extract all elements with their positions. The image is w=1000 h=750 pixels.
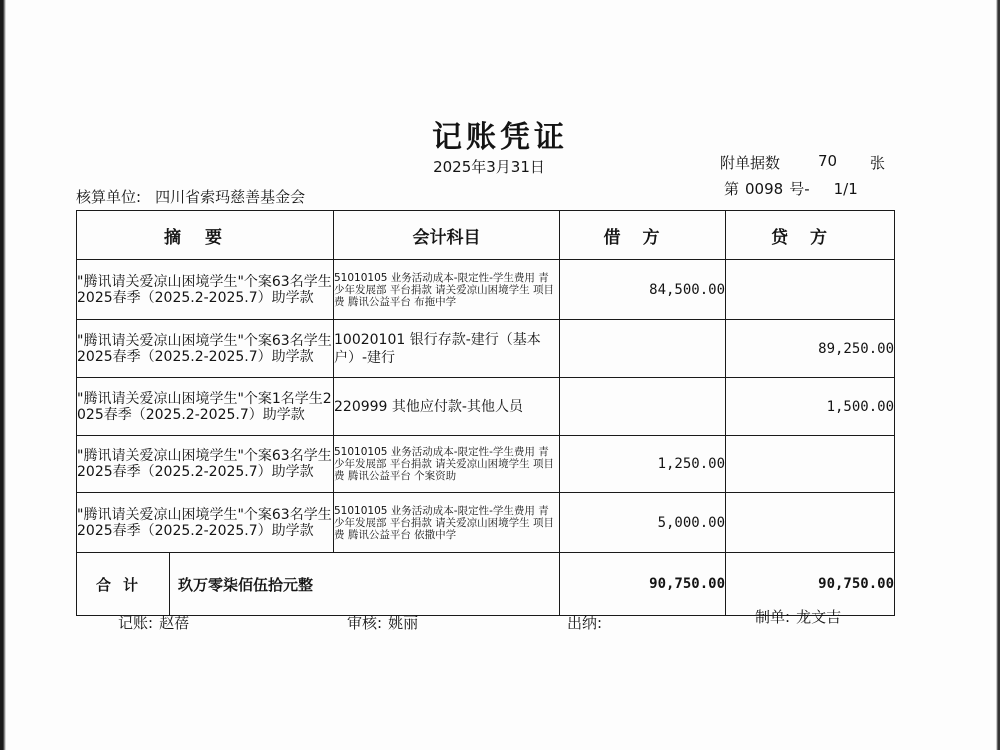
row-account: 51010105 业务活动成本-限定性-学生费用 青少年发展部 平台捐款 请关爱凉山困境学生 项目费 腾讯公益平台 布拖中学: [334, 260, 560, 320]
preparer-label: 制单:: [755, 608, 791, 626]
header-credit: 贷方: [726, 211, 895, 260]
bookkeeper-name: 赵蓓: [159, 614, 190, 632]
total-label: 合计: [77, 553, 170, 615]
cashier-signature: [567, 612, 608, 633]
row-debit: 5,000.00: [560, 493, 726, 553]
cashier-label: 出纳:: [567, 614, 603, 632]
row-summary: "腾讯请关爱凉山困境学生"个案63名学生2025春季（2025.2-2025.7）助学款: [77, 436, 334, 493]
accounting-unit: [76, 186, 305, 207]
row-summary: "腾讯请关爱凉山困境学生"个案1名学生2025春季（2025.2-2025.7）助学款: [77, 378, 334, 436]
preparer-signature: [755, 606, 841, 627]
table-row: [77, 493, 895, 553]
total-credit: 90,750.00: [726, 553, 895, 616]
reviewer-signature: [347, 612, 418, 633]
total-debit: 90,750.00: [560, 553, 726, 616]
row-account: 10020101 银行存款-建行（基本户）-建行: [334, 320, 560, 378]
row-credit: [726, 436, 895, 493]
attachments-number: 70: [818, 152, 838, 170]
accounting-unit-label: 核算单位:: [76, 188, 142, 206]
row-summary: "腾讯请关爱凉山困境学生"个案63名学生2025春季（2025.2-2025.7）助学款: [77, 320, 334, 378]
row-credit: 89,250.00: [726, 320, 895, 378]
voucher-title: 记账凭证: [432, 120, 568, 155]
reviewer-name: 姚丽: [388, 614, 419, 632]
attachments-count: [720, 152, 886, 173]
row-credit: [726, 260, 895, 320]
voucher-number: [724, 178, 864, 199]
reviewer-label: 审核:: [347, 614, 383, 632]
row-account: 51010105 业务活动成本-限定性-学生费用 青少年发展部 平台捐款 请关爱凉山困境学生 项目费 腾讯公益平台 个案资助: [334, 436, 560, 493]
accounting-unit-name: 四川省索玛慈善基金会: [155, 188, 306, 206]
row-credit: [726, 493, 895, 553]
bookkeeper-label: 记账:: [118, 614, 154, 632]
row-account: 51010105 业务活动成本-限定性-学生费用 青少年发展部 平台捐款 请关爱凉山困境学生 项目费 腾讯公益平台 依撒中学: [334, 493, 560, 553]
header-account: 会计科目: [334, 211, 560, 260]
row-credit: 1,500.00: [726, 378, 895, 436]
bookkeeper-signature: [118, 612, 189, 633]
voucher-page: 1/1: [833, 180, 858, 198]
table-row: [77, 320, 895, 378]
attachments-label: 附单据数: [720, 154, 781, 172]
voucher-number-suffix: 号-: [789, 180, 810, 198]
voucher-number-prefix: 第: [724, 180, 740, 198]
row-debit: [560, 320, 726, 378]
row-account: 220999 其他应付款-其他人员: [334, 378, 560, 436]
attachments-unit: 张: [870, 154, 886, 172]
total-amount-in-words: 玖万零柒佰伍拾元整: [178, 575, 314, 594]
row-debit: [560, 378, 726, 436]
voucher-table: [76, 210, 895, 616]
voucher-date: 2025年3月31日: [433, 158, 545, 176]
row-summary: "腾讯请关爱凉山困境学生"个案63名学生2025春季（2025.2-2025.7）助学款: [77, 493, 334, 553]
preparer-name: 龙文吉: [796, 608, 842, 626]
voucher-number-value: 0098: [745, 180, 784, 198]
row-debit: 1,250.00: [560, 436, 726, 493]
header-summary: 摘要: [77, 211, 334, 260]
table-row: [77, 378, 895, 436]
table-header: [77, 211, 895, 260]
row-debit: 84,500.00: [560, 260, 726, 320]
table-row: [77, 436, 895, 493]
total-words-cell: [77, 553, 560, 616]
row-summary: "腾讯请关爱凉山困境学生"个案63名学生2025春季（2025.2-2025.7）助学款: [77, 260, 334, 320]
table-row: [77, 260, 895, 320]
header-debit: 借方: [560, 211, 726, 260]
